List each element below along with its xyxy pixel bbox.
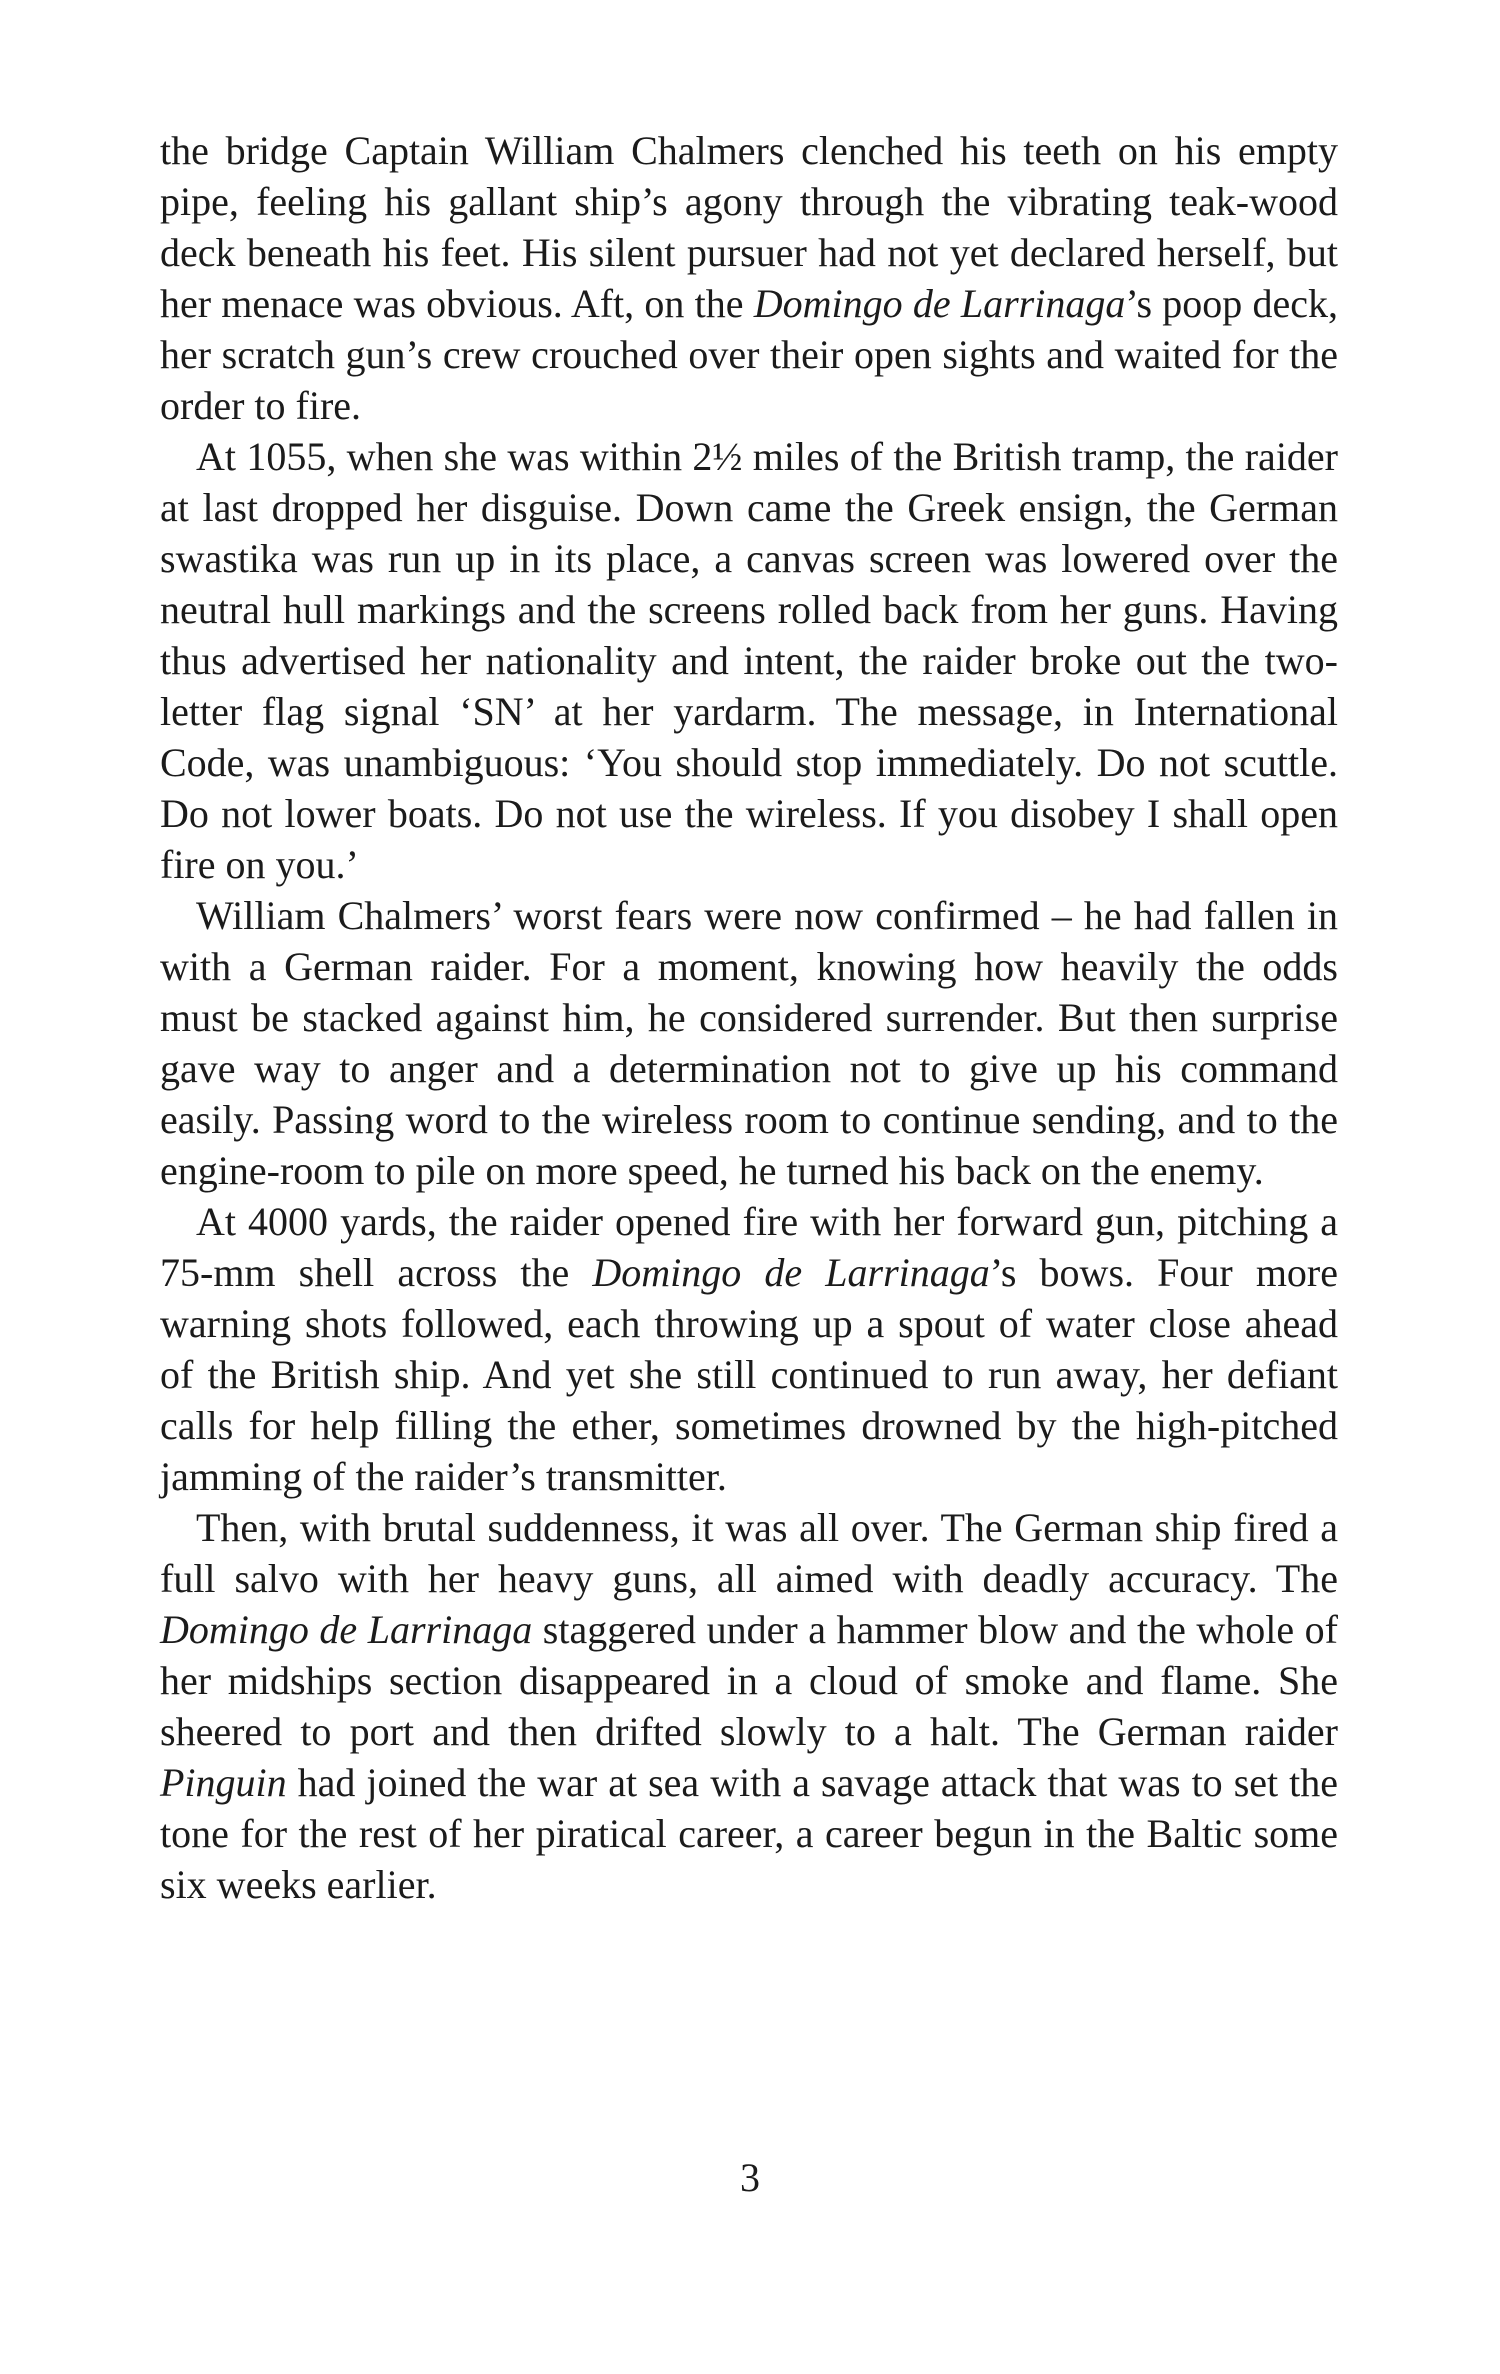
book-page-body	[160, 125, 1338, 1910]
raider-name-italic: Pinguin	[160, 1760, 287, 1805]
paragraph-4-text-2: ’s bows. Four more warning shots followed, each throwing up a spout of water close ahead of the British ship. And yet she still continued to run away, her defiant calls for help filling the ether, sometimes drowned by the high-pitched jamming of the raider’s transmitter.	[160, 1250, 1339, 1499]
ship-name-italic: Domingo de Larrinaga	[753, 281, 1126, 326]
paragraph-1	[160, 125, 1338, 431]
paragraph-5	[160, 1502, 1338, 1910]
paragraph-5-text-3: had joined the war at sea with a savage attack that was to set the tone for the rest of her piratical career, a career begun in the Baltic some six weeks earlier.	[160, 1760, 1338, 1907]
paragraph-2	[160, 431, 1338, 890]
paragraph-1-text-2: ’s poop deck, her scratch gun’s crew crouched over their open sights and waited for the order to fire.	[160, 281, 1339, 428]
paragraph-5-text-2: staggered under a hammer blow and the whole of her midships section disappeared in a cloud of smoke and flame. She sheered to port and then drifted slowly to a halt. The German raider	[160, 1607, 1338, 1754]
ship-name-italic: Domingo de Larrinaga	[592, 1250, 990, 1295]
paragraph-2-text-1: At 1055, when she was within 2½ miles of the British tramp, the raider at last dropped her disguise. Down came the Greek ensign, the German swastika was run up in its place, a canvas screen was lowered over the neutral hull markings and the screens rolled back from her guns. Having thus advertised her nationality and intent, the raider broke out the two-letter flag signal ‘SN’ at her yardarm. The message, in International Code, was unambiguous: ‘You should stop immediately. Do not scuttle. Do not lower boats. Do not use the wireless. If you disobey I shall open fire on you.’	[160, 434, 1338, 887]
paragraph-4-text-1: At 4000 yards, the raider opened fire with her forward gun, pitching a 75-mm shell across the	[160, 1199, 1338, 1295]
paragraph-4	[160, 1196, 1338, 1502]
paragraph-3-text-1: William Chalmers’ worst fears were now confirmed – he had fallen in with a German raider. For a moment, knowing how heavily the odds must be stacked against him, he considered surrender. But then surprise gave way to anger and a determination not to give up his command easily. Passing word to the wireless room to continue sending, and to the engine-room to pile on more speed, he turned his back on the enemy.	[160, 893, 1338, 1193]
ship-name-italic: Domingo de Larrinaga	[160, 1607, 533, 1652]
page-number: 3	[740, 2155, 760, 2200]
paragraph-5-text-1: Then, with brutal suddenness, it was all over. The German ship fired a full salvo with her heavy guns, all aimed with deadly accuracy. The	[160, 1505, 1338, 1601]
paragraph-1-text-1: the bridge Captain William Chalmers clenched his teeth on his empty pipe, feeling his gallant ship’s agony through the vibrating teak-wood deck beneath his feet. His silent pursuer had not yet declared herself, but her menace was obvious. Aft, on the	[160, 128, 1338, 326]
paragraph-3	[160, 890, 1338, 1196]
